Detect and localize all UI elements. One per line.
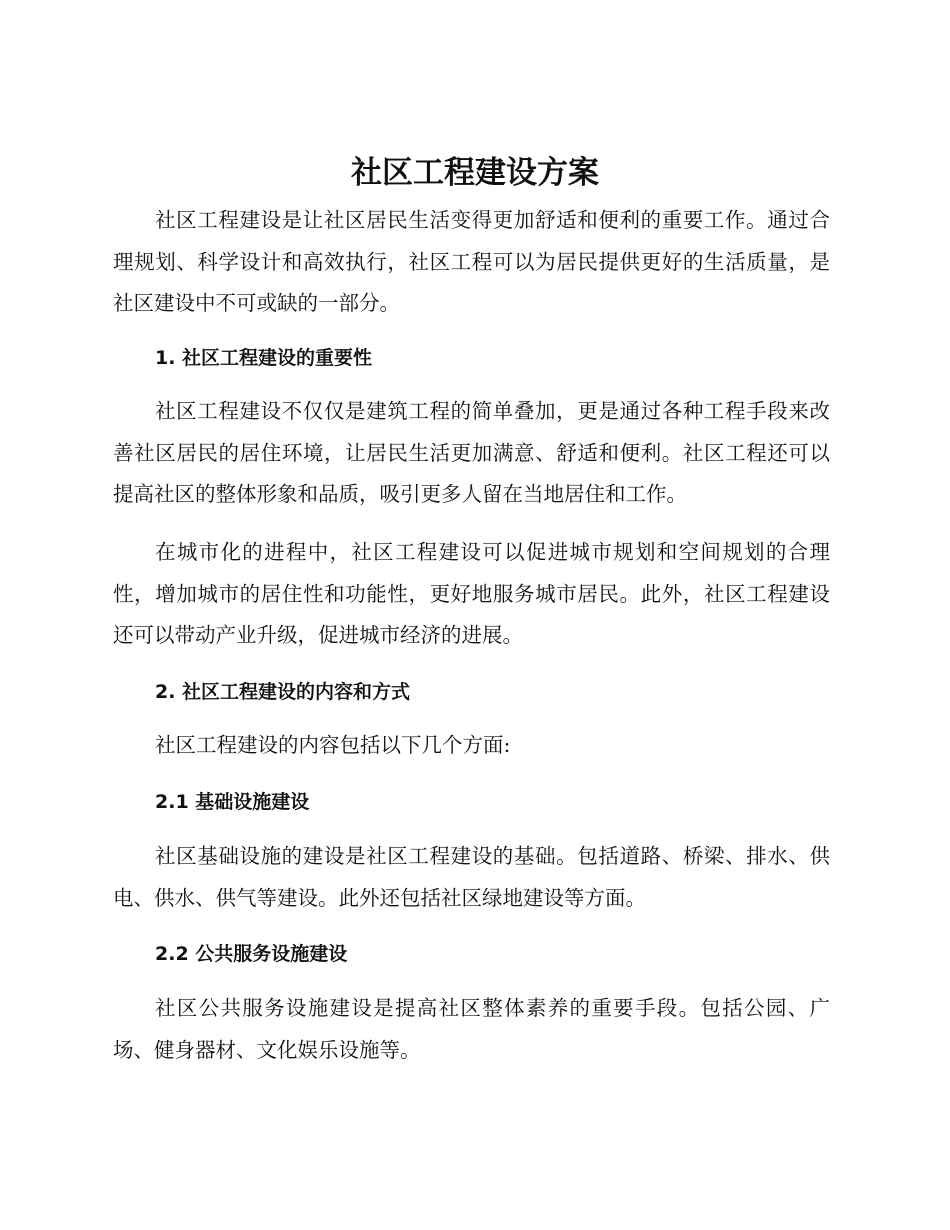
section2-paragraph-1: 社区工程建设的内容包括以下几个方面: bbox=[155, 733, 511, 757]
document-title: 社区工程建设方案 bbox=[351, 155, 599, 191]
section-heading-2: 2. 社区工程建设的内容和方式 bbox=[155, 681, 411, 703]
section1-paragraph-1: 社区工程建设不仅仅是建筑工程的简单叠加，更是通过各种工程手段来改善社区居民的居住环境，让居民生活更加满意、舒适和便利。社区工程还可以提高社区的整体形象和品质，吸引更多人留在当地居住和工作。 bbox=[113, 399, 830, 506]
section-heading-2-2: 2.2 公共服务设施建设 bbox=[155, 943, 348, 965]
section-heading-2-1: 2.1 基础设施建设 bbox=[155, 791, 310, 813]
intro-paragraph: 社区工程建设是让社区居民生活变得更加舒适和便利的重要工作。通过合理规划、科学设计和高效执行，社区工程可以为居民提供更好的生活质量，是社区建设中不可或缺的一部分。 bbox=[113, 208, 830, 315]
section2-1-paragraph-1: 社区基础设施的建设是社区工程建设的基础。包括道路、桥梁、排水、供电、供水、供气等建设。此外还包括社区绿地建设等方面。 bbox=[113, 844, 830, 910]
section2-2-paragraph-1: 社区公共服务设施建设是提高社区整体素养的重要手段。包括公园、广场、健身器材、文化娱乐设施等。 bbox=[113, 996, 830, 1062]
section-heading-1: 1. 社区工程建设的重要性 bbox=[155, 347, 373, 369]
section1-paragraph-2: 在城市化的进程中，社区工程建设可以促进城市规划和空间规划的合理性，增加城市的居住性和功能性，更好地服务城市居民。此外，社区工程建设还可以带动产业升级，促进城市经济的进展。 bbox=[113, 540, 830, 647]
